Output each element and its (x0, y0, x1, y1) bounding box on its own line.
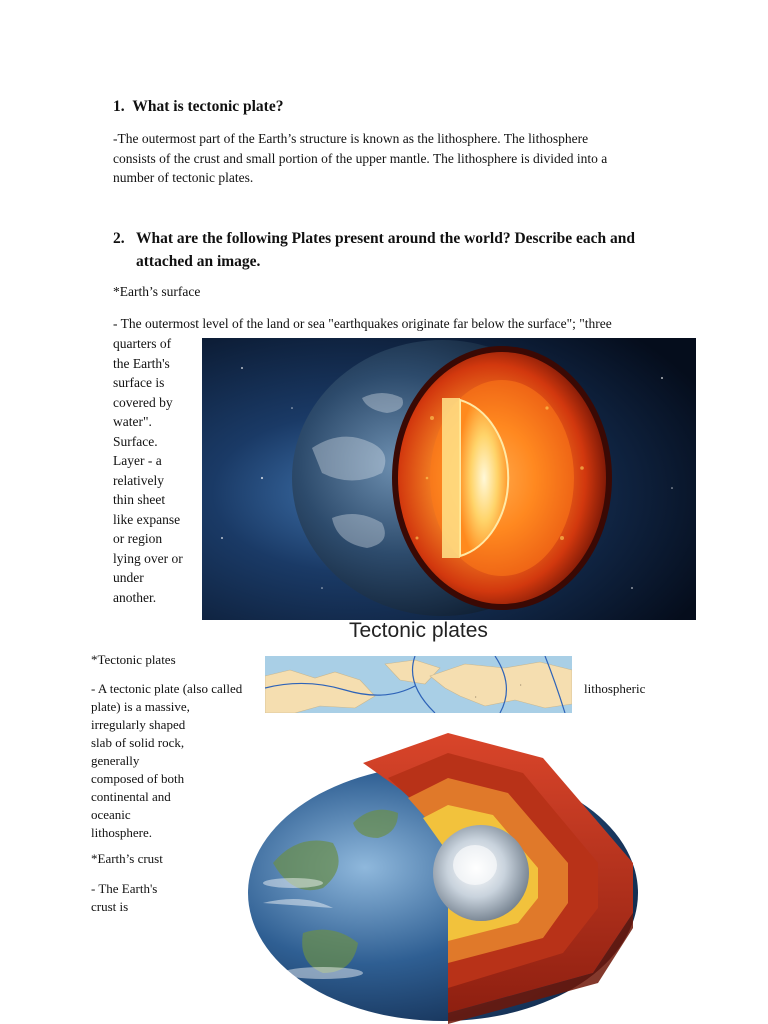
q1-answer-line: number of tectonic plates. (113, 170, 254, 185)
crust-line: crust is (91, 899, 129, 914)
plates-line: generally (91, 753, 140, 768)
surface-line: Surface. (113, 433, 158, 449)
q2-title-line: What are the following Plates present around the world? Describe each and (136, 230, 635, 247)
surface-line: water". (113, 414, 152, 429)
crust-line: - The Earth's (91, 881, 158, 896)
surface-line: under (113, 570, 144, 585)
q1-heading (113, 95, 283, 118)
surface-first-line: - The outermost level of the land or sea "earthquakes originate far below the surface"; "three (113, 316, 612, 331)
plates-line: oceanic (91, 807, 131, 822)
surface-line: thin sheet (113, 492, 166, 507)
surface-line: like expanse (113, 511, 181, 527)
plates-line: composed of both (91, 771, 185, 786)
plates-wrapped-text (91, 698, 216, 842)
plates-line: lithosphere. (91, 825, 153, 840)
world-map-strip-image (265, 656, 572, 713)
q2-number: 2. (113, 230, 125, 247)
surface-line: relatively (113, 472, 164, 488)
svg-text:•: • (475, 694, 477, 699)
q2-heading (113, 227, 673, 273)
plates-line: slab of solid rock, (91, 735, 185, 750)
surface-heading: *Earth’s surface (113, 284, 201, 299)
crust-heading: *Earth’s crust (91, 851, 163, 866)
earth-cutaway-space-image (202, 338, 696, 620)
q1-answer-line: -The outermost part of the Earth’s structure is known as the lithosphere. The lithosphere (113, 131, 589, 146)
surface-line: or region (113, 531, 163, 546)
q1-answer (113, 129, 673, 188)
q1-answer-line: consists of the crust and small portion of the upper mantle. The lithosphere is divided into a (113, 150, 608, 166)
plates-first-line-left: - A tectonic plate (also called (91, 681, 243, 696)
svg-text:•: • (520, 682, 522, 687)
q1-number: 1. (113, 98, 125, 115)
surface-line: another. (113, 589, 157, 605)
surface-wrapped-text (113, 334, 201, 607)
surface-line: quarters of (113, 336, 172, 351)
surface-line: covered by (113, 394, 173, 410)
q2-title-line: attached an image. (136, 253, 261, 270)
surface-line: lying over or (113, 550, 183, 566)
earth-cutaway-layers-image (213, 713, 683, 1024)
figure-caption: Tectonic plates (349, 619, 488, 642)
plates-first-line-right: lithospheric (584, 681, 646, 696)
plates-heading: *Tectonic plates (91, 652, 176, 667)
plates-line: irregularly shaped (91, 717, 186, 732)
q1-title: What is tectonic plate? (132, 98, 284, 115)
surface-line: the Earth's (113, 355, 170, 371)
plates-line: continental and (91, 789, 171, 804)
surface-line: Layer - a (113, 453, 162, 468)
plates-line: plate) is a massive, (91, 699, 190, 714)
surface-line: surface is (113, 375, 165, 390)
crust-text (91, 880, 211, 916)
